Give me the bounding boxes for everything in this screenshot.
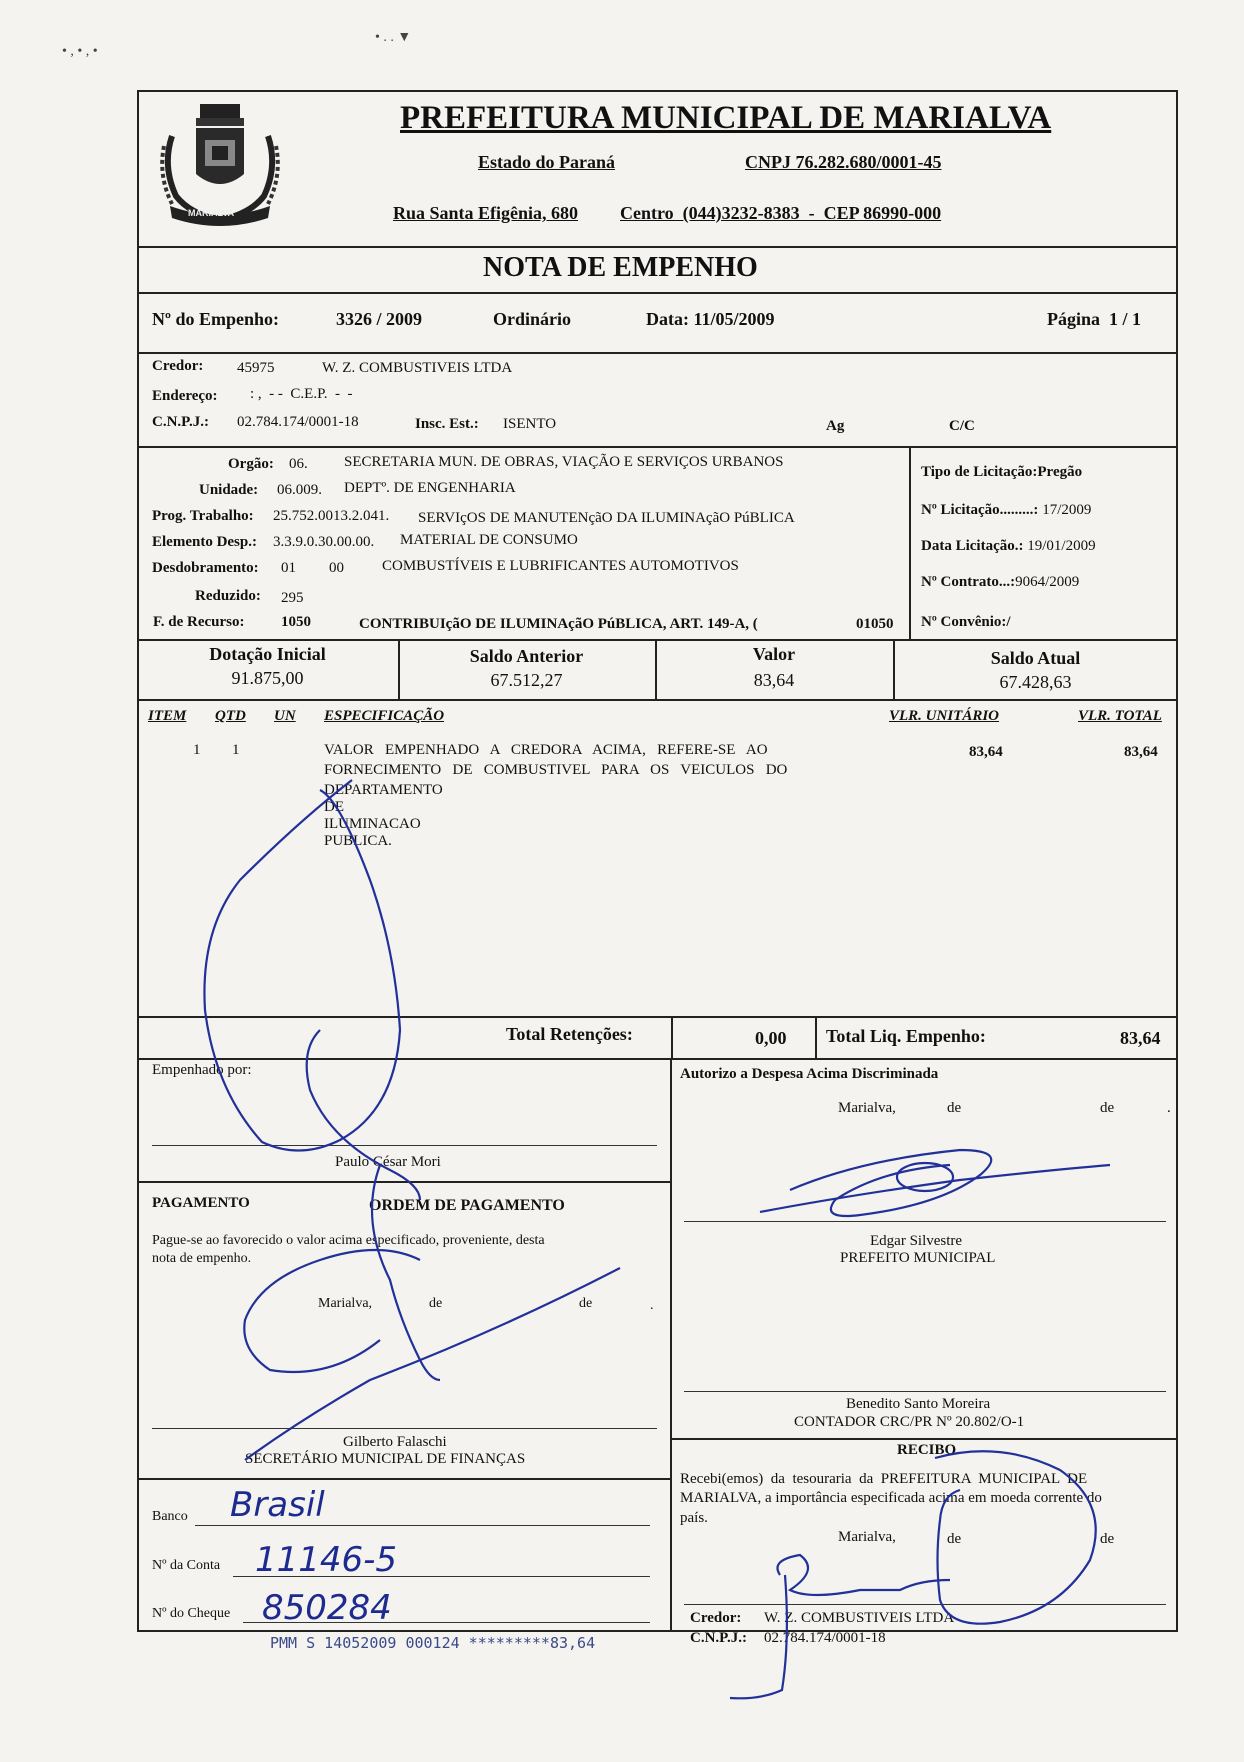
item-spec-line1: VALOR EMPENHADO A CREDORA ACIMA, REFERE-SE AO	[324, 742, 768, 758]
prog-name: SERVIçOS DE MANUTENçãO DA ILUMINAçãO PúBLICA	[418, 510, 795, 526]
recibo-credor-value: W. Z. COMBUSTIVEIS LTDA	[764, 1610, 955, 1626]
contador-role: CONTADOR CRC/PR Nº 20.802/O-1	[794, 1414, 1025, 1430]
autorizo-dot: .	[1167, 1100, 1171, 1116]
empenho-type: Ordinário	[493, 309, 572, 329]
recibo-text-2: MARIALVA, a importância especificada acima em moeda corrente do	[680, 1490, 1102, 1506]
orgao-label: Orgão:	[228, 456, 274, 472]
item-unit-value: 83,64	[969, 744, 1003, 760]
autorizo-role: PREFEITO MUNICIPAL	[840, 1250, 996, 1266]
autorizo-de-2: de	[1100, 1100, 1115, 1116]
recibo-cnpj-label: C.N.P.J.:	[690, 1630, 747, 1646]
desdobramento-label: Desdobramento:	[152, 560, 259, 576]
unidade-label: Unidade:	[199, 482, 259, 498]
page-number: Página 1 / 1	[1047, 309, 1142, 329]
pagamento-signer: Gilberto Falaschi	[343, 1434, 447, 1450]
empenho-number: 3326 / 2009	[336, 309, 423, 329]
col-qtd: QTD	[215, 708, 246, 724]
licitacao-data-value: 19/01/2009	[1027, 538, 1096, 554]
prog-code: 25.752.0013.2.041.	[273, 508, 390, 524]
endereco-label: Endereço:	[152, 388, 218, 404]
orgao-name: SECRETARIA MUN. DE OBRAS, VIAÇÃO E SERVIÇOS URBANOS	[344, 454, 784, 470]
valor-value: 83,64	[753, 670, 795, 690]
dotacao-label: Dotação Inicial	[209, 644, 326, 664]
retencoes-value: 0,00	[755, 1028, 787, 1048]
cc-label: C/C	[949, 418, 975, 434]
payment-stamp: PMM S 14052009 000124 *********83,64	[270, 1634, 596, 1652]
recibo-de-2: de	[1100, 1531, 1115, 1547]
pagamento-role: SECRETÁRIO MUNICIPAL DE FINANÇAS	[245, 1451, 526, 1467]
orgao-code: 06.	[289, 456, 308, 472]
saldo-anterior-value: 67.512,27	[490, 670, 563, 690]
empenhado-label: Empenhado por:	[152, 1062, 252, 1078]
col-item: ITEM	[148, 708, 187, 724]
insc-est-label: Insc. Est.:	[415, 416, 479, 432]
recibo-cnpj-value: 02.784.174/0001-18	[764, 1630, 886, 1646]
ag-label: Ag	[826, 418, 845, 434]
pagamento-dot: .	[650, 1298, 654, 1313]
licitacao-data	[921, 538, 1096, 555]
banco-label: Banco	[152, 1509, 188, 1524]
prefeitura-contact: Centro (044)3232-8383 - CEP 86990-000	[620, 203, 942, 223]
seal-text: MARIALVA	[188, 208, 235, 218]
licitacao-numero-value: 17/2009	[1042, 502, 1092, 518]
pagamento-text-1: Pague-se ao favorecido o valor acima especificado, proveniente, desta	[152, 1233, 545, 1248]
credor-code: 45975	[237, 360, 275, 376]
recibo-city: Marialva,	[838, 1529, 896, 1545]
conta-label: Nº da Conta	[152, 1558, 221, 1573]
licitacao-numero	[921, 502, 1091, 519]
cheque-label: Nº do Cheque	[152, 1606, 231, 1621]
retencoes-label: Total Retenções:	[506, 1024, 633, 1044]
credor-label: Credor:	[152, 358, 204, 374]
prog-label: Prog. Trabalho:	[152, 508, 254, 524]
empenhado-signer: Paulo César Mori	[335, 1154, 441, 1170]
item-number: 1	[193, 742, 201, 758]
recibo-text-1: Recebi(emos) da tesouraria da PREFEITURA MUNICIPAL DE	[680, 1471, 1088, 1487]
valor-label: Valor	[752, 644, 796, 664]
recibo-text-3: país.	[680, 1510, 708, 1526]
autorizo-signer: Edgar Silvestre	[870, 1233, 963, 1249]
recibo-credor-label: Credor:	[690, 1610, 742, 1626]
saldo-anterior-label: Saldo Anterior	[469, 646, 584, 666]
scan-mark: • , • , •	[62, 44, 98, 59]
convenio: Nº Convênio:/	[921, 614, 1011, 630]
credor-name: W. Z. COMBUSTIVEIS LTDA	[322, 360, 513, 376]
pagamento-city: Marialva,	[318, 1296, 373, 1311]
item-total-value: 83,64	[1124, 744, 1158, 760]
recurso-name: CONTRIBUIçãO DE ILUMINAçãO PúBLICA, ART. 149-A, (	[359, 616, 758, 632]
contrato	[921, 574, 1079, 591]
banco-value: Brasil	[230, 1485, 325, 1525]
credor-cnpj: 02.784.174/0001-18	[237, 414, 359, 430]
prefeitura-cnpj: CNPJ 76.282.680/0001-45	[745, 152, 942, 172]
saldo-atual-label: Saldo Atual	[990, 648, 1081, 668]
pagamento-de-2: de	[579, 1296, 593, 1311]
cnpj-label: C.N.P.J.:	[152, 414, 209, 430]
empenho-number-label: Nº do Empenho:	[152, 309, 279, 329]
item-spec-line2: FORNECIMENTO DE COMBUSTIVEL PARA OS VEICULOS DO	[324, 762, 788, 778]
desdobramento-a: 01	[281, 560, 296, 576]
pagamento-text-2: nota de empenho.	[152, 1251, 252, 1266]
licitacao-data-label: Data Licitação.:	[921, 538, 1024, 554]
desdobramento-name: COMBUSTÍVEIS E LUBRIFICANTES AUTOMOTIVOS	[382, 558, 739, 574]
dotacao-value: 91.875,00	[231, 668, 304, 688]
autorizo-de-1: de	[947, 1100, 962, 1116]
col-total: VLR. TOTAL	[1078, 708, 1162, 724]
reduzido-value: 295	[281, 590, 304, 606]
pagamento-de-1: de	[429, 1296, 443, 1311]
unidade-name: DEPTº. DE ENGENHARIA	[344, 480, 516, 496]
contador-signer: Benedito Santo Moreira	[846, 1396, 991, 1412]
licitacao-numero-label: Nº Licitação.........:	[921, 502, 1039, 518]
scan-mark: • . . ▼	[375, 30, 412, 45]
desdobramento-b: 00	[329, 560, 344, 576]
recibo-de-1: de	[947, 1531, 962, 1547]
recurso-code: 1050	[281, 614, 311, 630]
insc-est-value: ISENTO	[503, 416, 557, 432]
item-spec-line3: DEPARTAMENTO DE ILUMINACAO PUBLICA.	[324, 782, 443, 849]
unidade-code: 06.009.	[277, 482, 322, 498]
recurso-label: F. de Recurso:	[153, 614, 245, 630]
prefeitura-title: PREFEITURA MUNICIPAL DE MARIALVA	[400, 100, 1052, 136]
col-spec: ESPECIFICAÇÃO	[324, 708, 445, 724]
elemento-label: Elemento Desp.:	[152, 534, 257, 550]
prefeitura-address: Rua Santa Efigênia, 680	[393, 203, 579, 223]
pagamento-label: PAGAMENTO	[152, 1195, 250, 1211]
saldo-atual-value: 67.428,63	[999, 672, 1072, 692]
state-name: Estado do Paraná	[478, 152, 616, 172]
endereco-value: : , - - C.E.P. - -	[250, 386, 353, 402]
municipal-seal	[150, 96, 290, 236]
elemento-name: MATERIAL DE CONSUMO	[400, 532, 578, 548]
reduzido-label: Reduzido:	[195, 588, 261, 604]
recibo-label: RECIBO	[897, 1442, 957, 1458]
document-title: NOTA DE EMPENHO	[483, 252, 758, 283]
liq-label: Total Liq. Empenho:	[826, 1026, 986, 1046]
autorizo-label: Autorizo a Despesa Acima Discriminada	[680, 1066, 939, 1082]
liq-value: 83,64	[1120, 1028, 1161, 1048]
col-unit: VLR. UNITÁRIO	[889, 708, 1000, 724]
col-un: UN	[274, 708, 296, 724]
conta-value: 11146-5	[255, 1540, 398, 1580]
item-qtd: 1	[232, 742, 240, 758]
licitacao-tipo: Tipo de Licitação:Pregão	[921, 464, 1083, 480]
ordem-pagamento-title: ORDEM DE PAGAMENTO	[369, 1197, 565, 1214]
empenho-date: Data: 11/05/2009	[646, 309, 775, 329]
contrato-label: Nº Contrato...:	[921, 574, 1016, 590]
cheque-value: 850284	[262, 1588, 392, 1628]
elemento-code: 3.3.9.0.30.00.00.	[273, 534, 375, 550]
recurso-ref: 01050	[856, 616, 894, 632]
autorizo-city: Marialva,	[838, 1100, 896, 1116]
contrato-value: 9064/2009	[1015, 574, 1080, 590]
